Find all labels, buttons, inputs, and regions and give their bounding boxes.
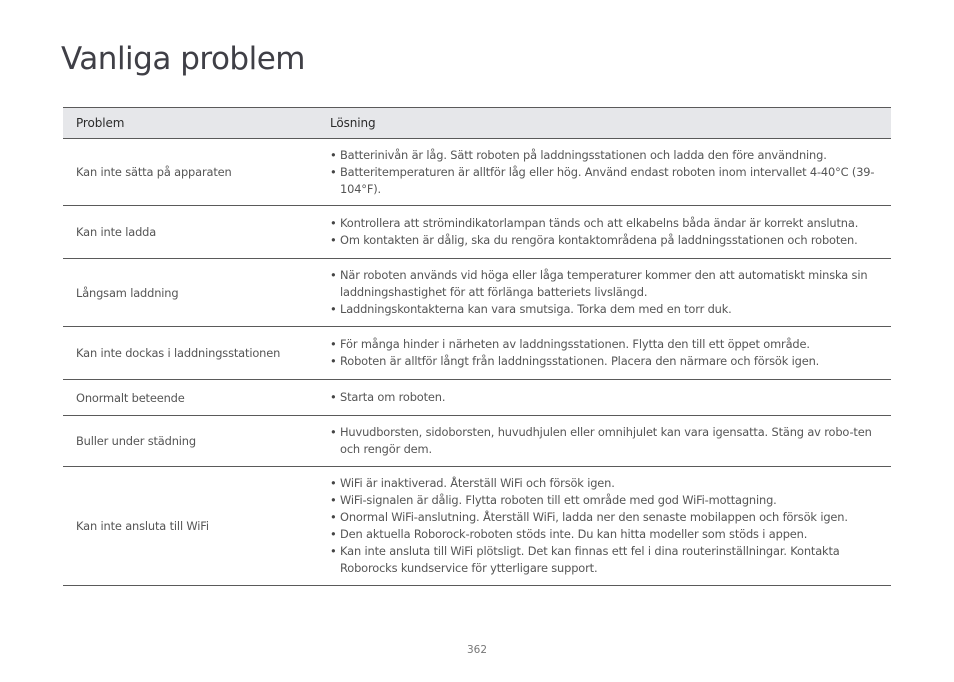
bullet-icon: •	[330, 493, 337, 507]
solution-text: Batteritemperaturen är alltför låg eller hög. Använd endast roboten inom intervallet 4-40°C (39-104°F).	[340, 164, 875, 196]
bullet-icon: •	[330, 337, 337, 351]
solution-cell	[317, 416, 891, 467]
solution-item	[330, 526, 889, 543]
bullet-icon: •	[330, 425, 337, 439]
solution-item	[330, 543, 889, 577]
table-row	[63, 327, 891, 380]
solution-cell	[317, 259, 891, 327]
solution-text: Huvudborsten, sidoborsten, huvudhjulen eller omnihjulet kan vara igensatta. Stäng av robo-ten och rengör dem.	[340, 425, 872, 456]
bullet-icon: •	[330, 510, 337, 524]
table-row	[63, 467, 891, 586]
bullet-icon: •	[330, 268, 337, 282]
solution-text: WiFi är inaktiverad. Återställ WiFi och försök igen.	[340, 476, 615, 490]
solution-text: Kan inte ansluta till WiFi plötsligt. Det kan finnas ett fel i dina routerinställningar. Kontakta Roborocks kundservice för ytterligare support.	[340, 544, 840, 575]
solution-cell	[317, 206, 891, 259]
problem-cell: Kan inte ladda	[63, 206, 317, 259]
solution-text: Starta om roboten.	[340, 390, 446, 404]
table-row	[63, 259, 891, 327]
solution-item	[330, 164, 889, 198]
solution-list	[330, 475, 889, 577]
solution-list	[330, 389, 889, 406]
bullet-icon: •	[330, 390, 337, 404]
solution-list	[330, 267, 889, 318]
bullet-icon: •	[330, 216, 337, 230]
solution-text: Den aktuella Roborock-roboten stöds inte. Du kan hitta modeller som stöds i appen.	[340, 527, 808, 541]
table-row	[63, 380, 891, 416]
problem-cell: Buller under städning	[63, 416, 317, 467]
solution-text: För många hinder i närheten av laddningsstationen. Flytta den till ett öppet område.	[340, 337, 810, 351]
solution-list	[330, 147, 889, 198]
bullet-icon: •	[330, 233, 337, 247]
page-title: Vanliga problem	[61, 41, 305, 77]
table-row	[63, 139, 891, 206]
solution-cell	[317, 327, 891, 380]
solution-text: WiFi-signalen är dålig. Flytta roboten till ett område med god WiFi-mottagning.	[340, 493, 777, 507]
problem-cell: Kan inte ansluta till WiFi	[63, 467, 317, 586]
solution-cell	[317, 139, 891, 206]
solution-item	[330, 267, 889, 301]
solution-item	[330, 215, 889, 232]
bullet-icon: •	[330, 544, 337, 558]
solution-item	[330, 424, 889, 458]
problem-cell: Kan inte sätta på apparaten	[63, 139, 317, 206]
table-row	[63, 416, 891, 467]
solution-list	[330, 424, 889, 458]
solution-text: Onormal WiFi-anslutning. Återställ WiFi, ladda ner den senaste mobilappen och försök igen.	[340, 510, 848, 524]
solution-text: Batterinivån är låg. Sätt roboten på laddningsstationen och ladda den före användning.	[340, 147, 827, 162]
header-problem: Problem	[63, 108, 317, 139]
header-solution: Lösning	[317, 108, 891, 139]
solution-text: När roboten används vid höga eller låga temperaturer kommer den att automatiskt minska sin laddningshastighet för att förlänga batteriets livslängd.	[340, 268, 868, 299]
bullet-icon: •	[330, 164, 337, 179]
bullet-icon: •	[330, 302, 337, 316]
solution-item	[330, 232, 889, 249]
solution-item	[330, 509, 889, 526]
page-number: 362	[466, 644, 488, 656]
solution-text: Om kontakten är dålig, ska du rengöra kontaktområdena på laddningsstationen och roboten.	[340, 233, 858, 247]
problem-cell: Kan inte dockas i laddningsstationen	[63, 327, 317, 380]
solution-item	[330, 475, 889, 492]
problem-cell: Långsam laddning	[63, 259, 317, 327]
bullet-icon: •	[330, 147, 337, 162]
table-header-row	[63, 108, 891, 139]
solution-item	[330, 389, 889, 406]
solution-cell	[317, 467, 891, 586]
solution-item	[330, 301, 889, 318]
bullet-icon: •	[330, 527, 337, 541]
solution-cell	[317, 380, 891, 416]
problem-cell: Onormalt beteende	[63, 380, 317, 416]
solution-text: Roboten är alltför långt från laddningsstationen. Placera den närmare och försök igen.	[340, 354, 820, 368]
solution-item	[330, 147, 889, 164]
table-row	[63, 206, 891, 259]
table-body	[63, 139, 891, 586]
bullet-icon: •	[330, 476, 337, 490]
bullet-icon: •	[330, 354, 337, 368]
solution-text: Kontrollera att strömindikatorlampan tänds och att elkabelns båda ändar är korrekt anslutna.	[340, 216, 859, 230]
solution-item	[330, 353, 889, 370]
troubleshooting-table	[63, 107, 891, 586]
solution-item	[330, 492, 889, 509]
solution-text: Laddningskontakterna kan vara smutsiga. Torka dem med en torr duk.	[340, 302, 732, 316]
solution-list	[330, 215, 889, 249]
solution-item	[330, 336, 889, 353]
solution-list	[330, 336, 889, 370]
